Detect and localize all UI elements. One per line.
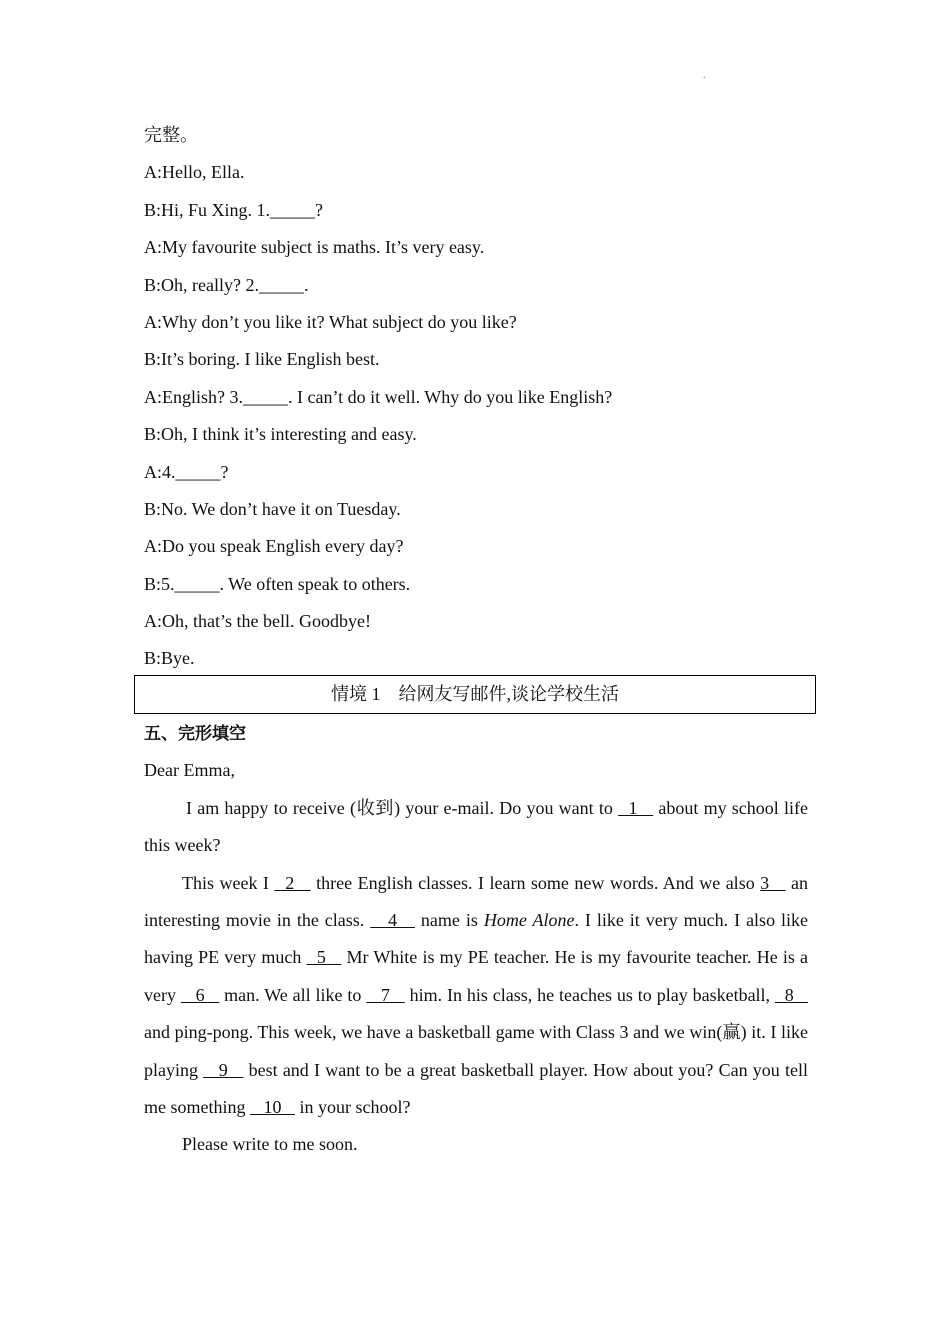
- letter-paragraph-2: This week I 2 three English classes. I learn some new words. And we also 3 an interesting movie in the class. 4 name is Home Alone. I like it very much. I also like having PE very much 5 Mr White is my PE teacher. He is my favourite teacher. He is a very 6 man. We all like to 7 him. In his class, he teaches us to play basketball, 8 and ping-pong. This week, we have a basketball game with Class 3 and we win(赢) it. I like playing 9 best and I want to be a great basketball player. How about you? Can you tell me something 10 in your school?: [144, 872, 809, 1118]
- blank-2[interactable]: 2: [274, 872, 311, 893]
- dialogue-line: B:No. We don’t have it on Tuesday.: [144, 498, 401, 519]
- blank-6[interactable]: 6: [180, 984, 220, 1005]
- header-dot: .: [703, 70, 706, 81]
- dialogue-line: A:4._____?: [144, 461, 229, 482]
- cloze-section: [144, 715, 808, 1164]
- letter-greeting: Dear Emma,: [144, 760, 235, 781]
- blank-7[interactable]: 7: [366, 984, 405, 1005]
- blank-8[interactable]: 8: [774, 984, 809, 1005]
- letter-paragraph-1: I am happy to receive (收到) your e-mail. Do you want to 1 about my school life this week?: [144, 797, 809, 856]
- movie-title: Home Alone: [483, 910, 575, 931]
- dialogue-line: B:Oh, I think it’s interesting and easy.: [144, 424, 417, 445]
- dialogue-line: A:English? 3._____. I can’t do it well. Why do you like English?: [144, 386, 613, 407]
- dialogue-block: [144, 117, 824, 678]
- blank-3[interactable]: 3: [760, 872, 786, 893]
- dialogue-line: A:Why don’t you like it? What subject do you like?: [144, 311, 517, 332]
- dialogue-line: B:It’s boring. I like English best.: [144, 349, 380, 370]
- dialogue-line: B:Oh, really? 2._____.: [144, 274, 309, 295]
- dialogue-intro: 完整。: [144, 125, 198, 145]
- letter-closing: Please write to me soon.: [182, 1134, 358, 1155]
- dialogue-line: A:My favourite subject is maths. It’s very easy.: [144, 237, 485, 258]
- blank-9[interactable]: 9: [203, 1059, 244, 1080]
- scenario-banner: 情境 1 给网友写邮件,谈论学校生活: [134, 675, 816, 714]
- section-heading: 五、完形填空: [144, 724, 246, 744]
- dialogue-line: B:Hi, Fu Xing. 1._____?: [144, 199, 324, 220]
- dialogue-line: A:Oh, that’s the bell. Goodbye!: [144, 611, 371, 632]
- dialogue-line: A:Do you speak English every day?: [144, 536, 404, 557]
- blank-10[interactable]: 10: [250, 1097, 295, 1118]
- blank-1[interactable]: 1: [618, 797, 654, 818]
- dialogue-line: A:Hello, Ella.: [144, 162, 245, 183]
- dialogue-line: B:5._____. We often speak to others.: [144, 573, 411, 594]
- blank-4[interactable]: 4: [370, 910, 415, 931]
- dialogue-line: B:Bye.: [144, 648, 195, 669]
- blank-5[interactable]: 5: [306, 947, 342, 968]
